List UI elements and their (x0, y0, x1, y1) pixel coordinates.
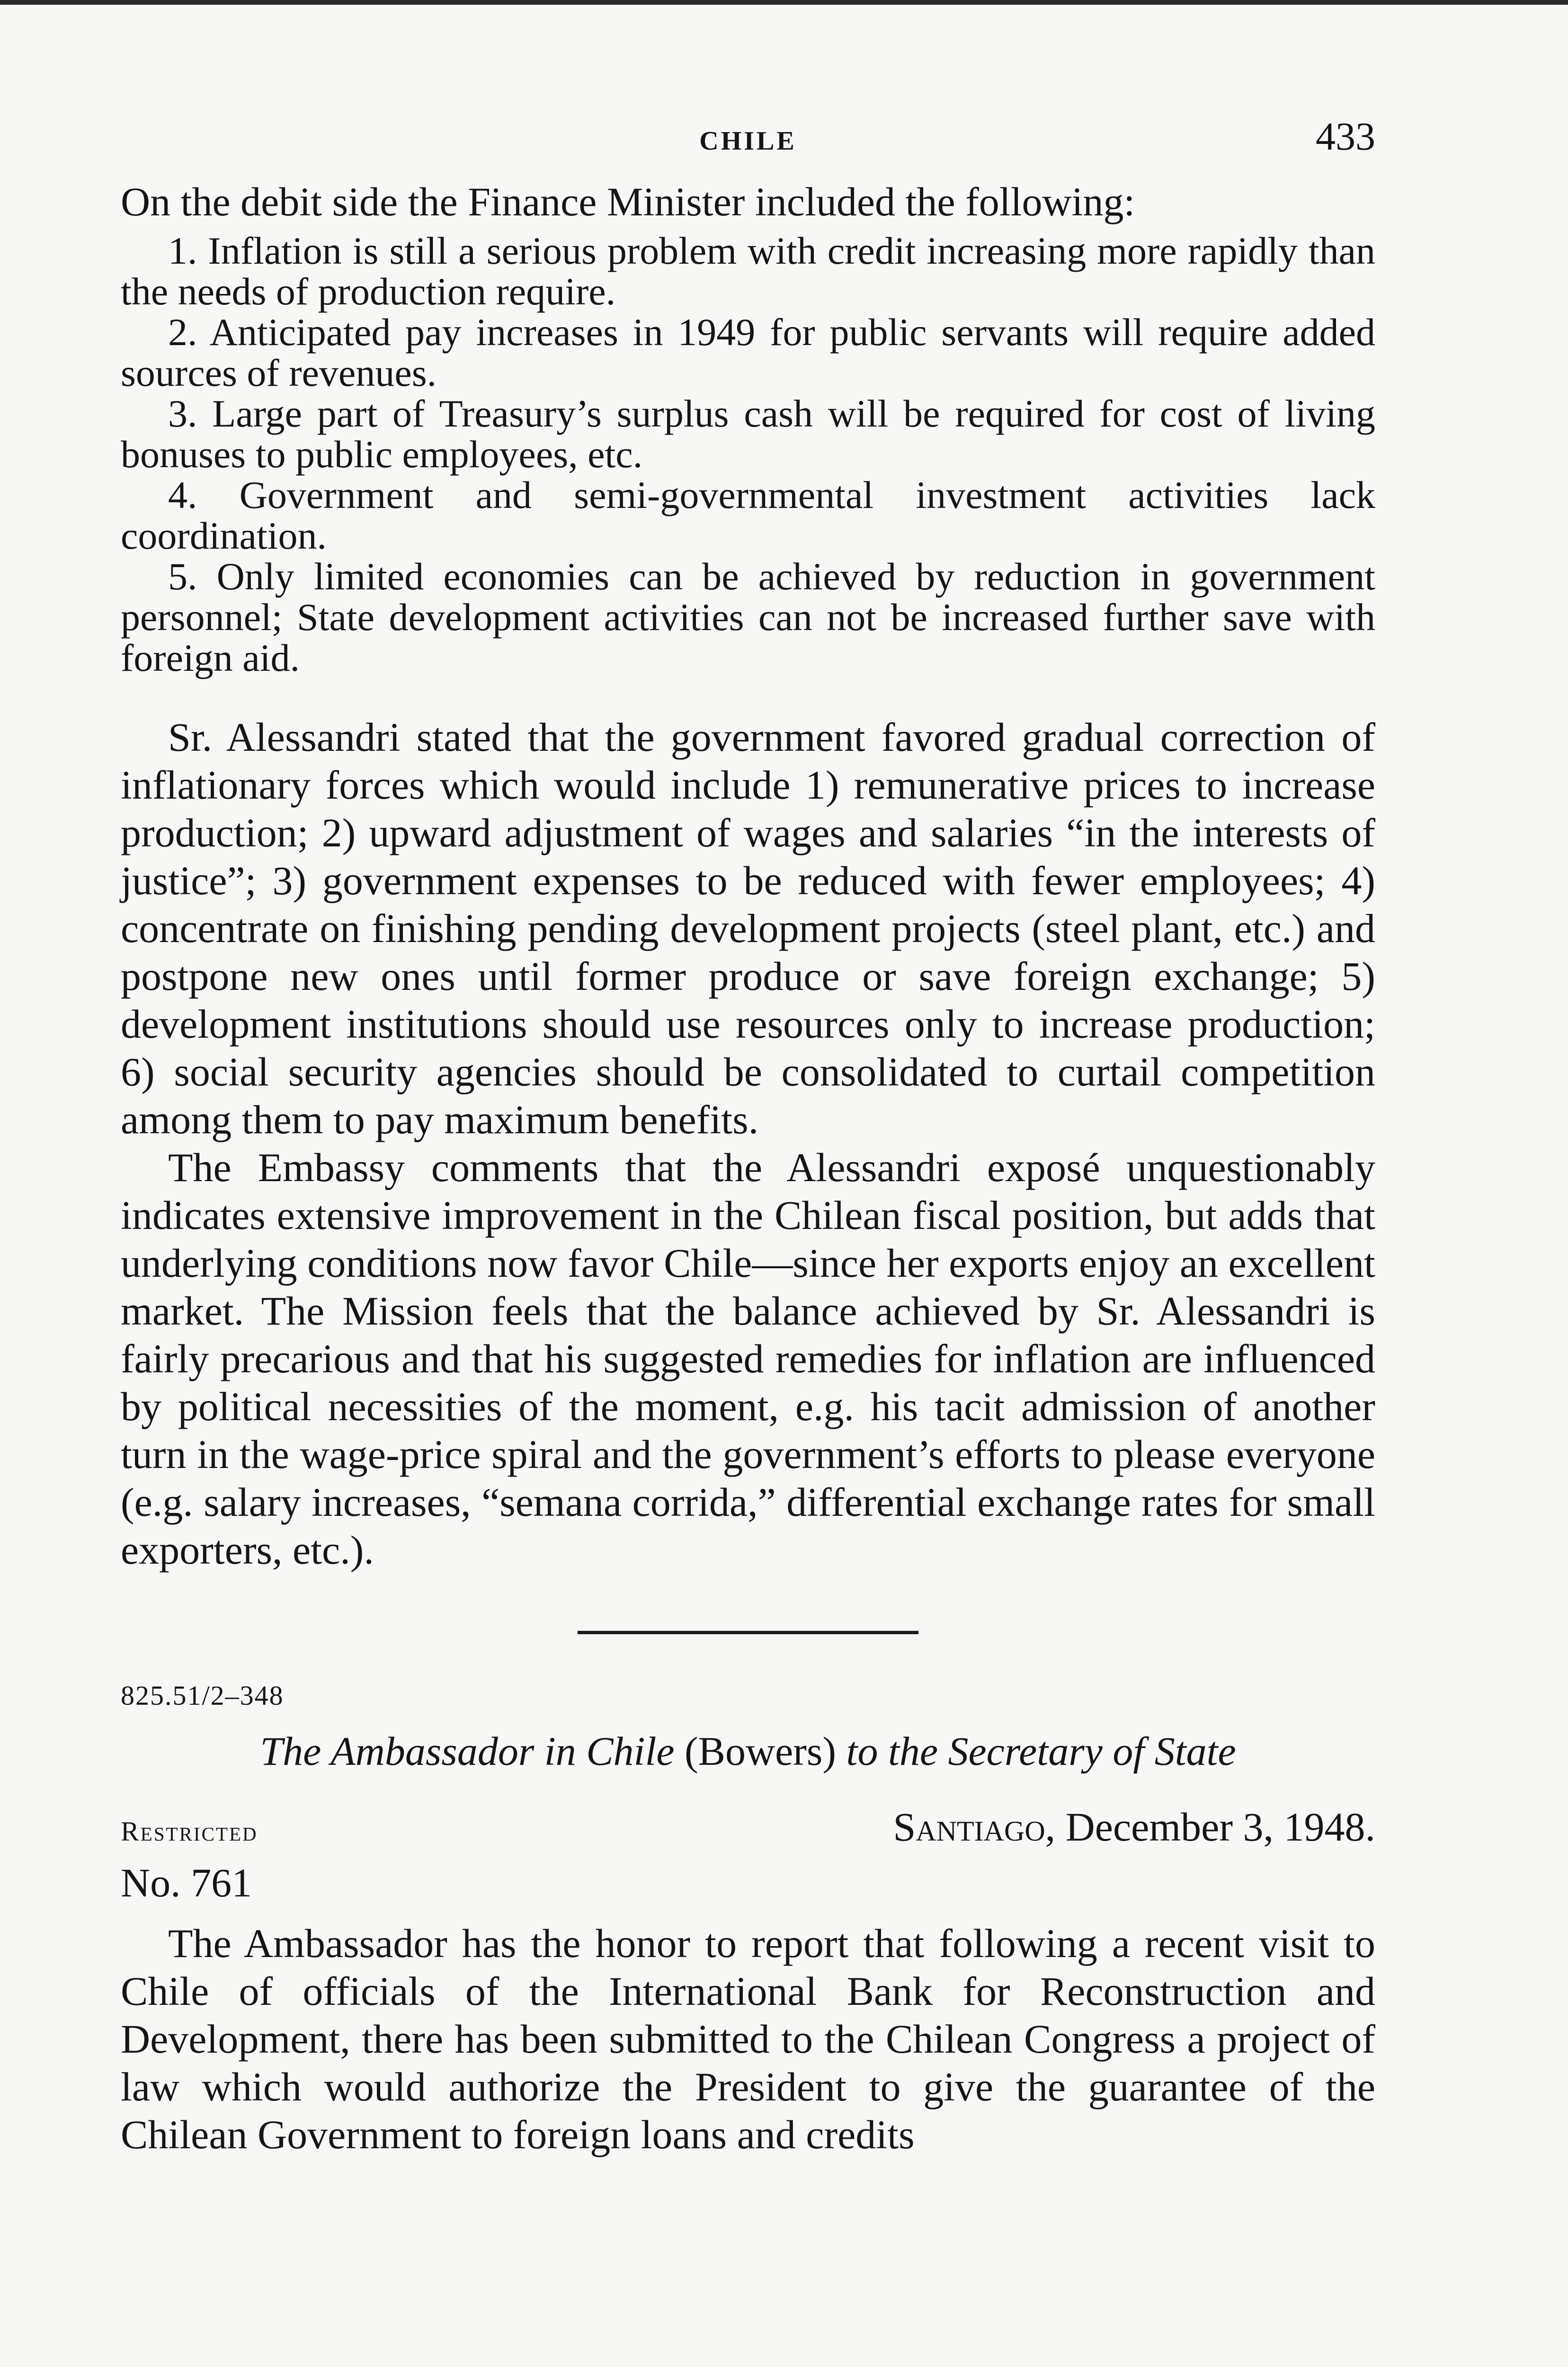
body-text (121, 713, 1375, 1574)
dateline-place: Santiago (893, 1804, 1045, 1850)
title-sender-name: (Bowers) (685, 1728, 837, 1774)
list-item: 1. Inflation is still a serious problem with credit increasing more rapidly than the needs of production require. (121, 229, 1375, 313)
document-title (121, 1727, 1375, 1775)
running-head: CHILE (699, 126, 797, 156)
paragraph-embassy: The Embassy comments that the Alessandri exposé unquestionably indicates extensive improvement in the Chilean fiscal position, but adds that underlying conditions now favor Chile—since her exports enjoy an excellent market. The Mission feels that the balance achieved by Sr. Alessandri is fairly precarious and that his suggested remedies for inflation are influenced by political necessities of the moment, e.g. his tacit admission of another turn in the wage-price spiral and the government’s efforts to please everyone (e.g. salary increases, “semana corrida,” differential exchange rates for small exporters, etc.). (121, 1145, 1375, 1573)
document-meta (121, 1803, 1375, 1851)
page-header (121, 114, 1375, 170)
list-item: 5. Only limited economies can be achieved by reduction in government personnel; State development activities can not be increased further save with foreign aid. (121, 555, 1375, 679)
paragraph-alessandri: Sr. Alessandri stated that the government favored gradual correction of inflationary forces which would include 1) remunerative prices to increase production; 2) upward adjustment of wages and salaries “in the interests of justice”; 3) government expenses to be reduced with fewer employees; 4) concentrate on finishing pending development projects (steel plant, etc.) and postpone new ones until former produce or save foreign exchange; 5) development institutions should use resources only to increase production; 6) social security agencies should be consolidated to curtail competition among them to pay maximum benefits. (121, 714, 1375, 1142)
classification-label: Restricted (121, 1816, 258, 1847)
title-recipient: to the Secretary of State (846, 1728, 1236, 1774)
intro-paragraph: On the debit side the Finance Minister included the following: (121, 179, 1135, 224)
letter-body (121, 1920, 1375, 2159)
dateline-date: , December 3, 1948. (1045, 1804, 1375, 1850)
document-page (121, 114, 1375, 2159)
file-reference: 825.51/2–348 (121, 1680, 284, 1711)
dateline (893, 1803, 1375, 1851)
page-number: 433 (1316, 115, 1375, 159)
section-divider (578, 1631, 918, 1634)
paragraph-ambassador: The Ambassador has the honor to report that following a recent visit to Chile of officials of the International Bank for Reconstruction and Development, there has been submitted to the Chilean Congress a project of law which would authorize the President to give the guarantee of the Chilean Government to foreign loans and credits (121, 1921, 1375, 2157)
list-item: 4. Government and semi-governmental investment activities lack coordination. (121, 473, 1375, 557)
title-sender: The Ambassador in Chile (260, 1728, 675, 1774)
list-item: 3. Large part of Treasury’s surplus cash will be required for cost of living bonuses to public employees, etc. (121, 392, 1375, 476)
list-item: 2. Anticipated pay increases in 1949 for public servants will require added sources of revenues. (121, 311, 1375, 394)
top-border-line (0, 0, 1568, 5)
document-number: No. 761 (121, 1860, 252, 1905)
debit-list (121, 231, 1375, 678)
